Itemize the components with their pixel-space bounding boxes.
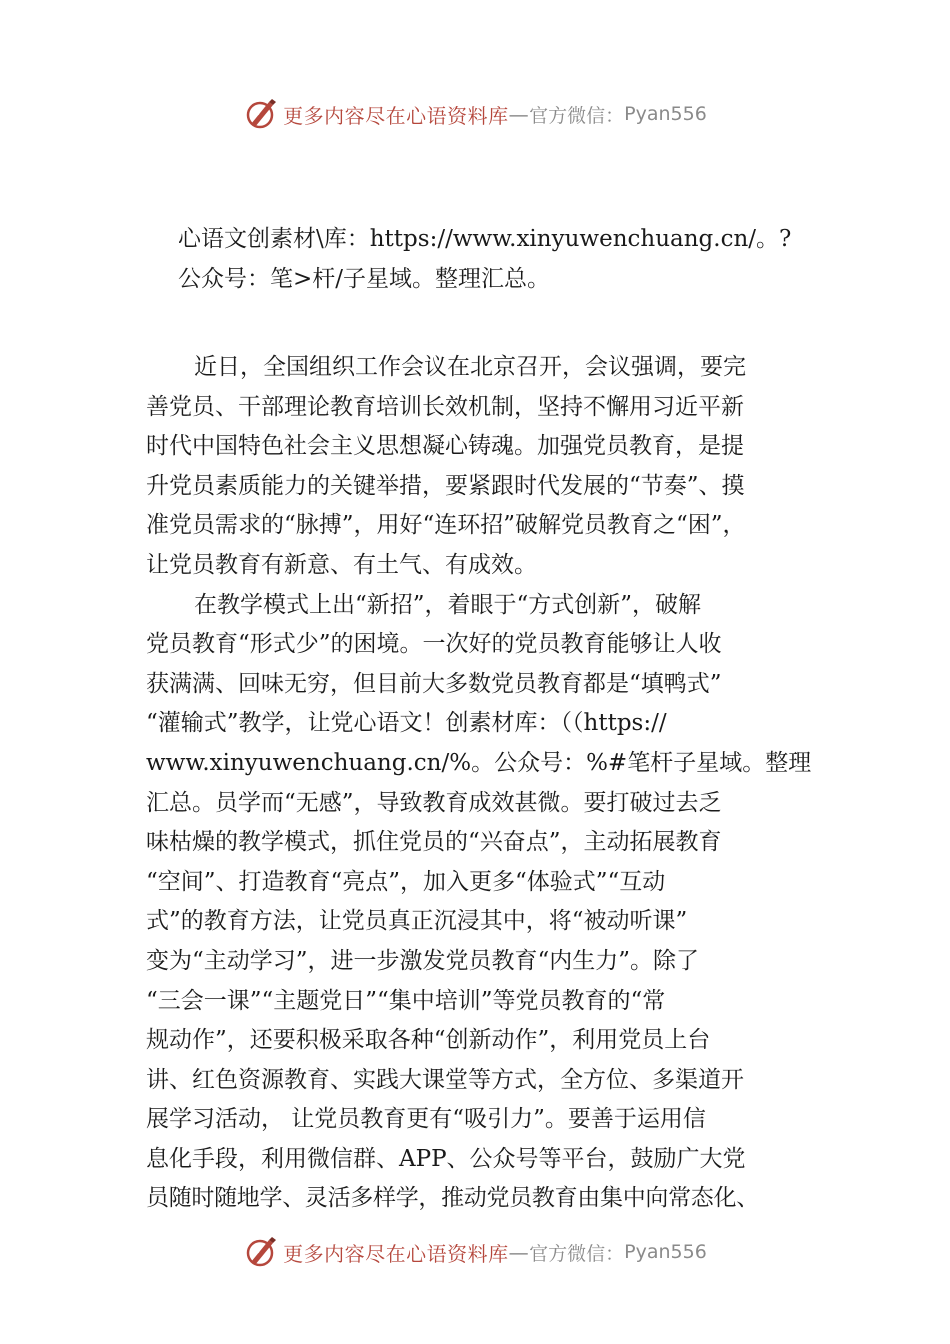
- banner-separator: —: [508, 102, 530, 126]
- paragraph-line: 息化手段，利用微信群、APP、公众号等平台，鼓励广大党: [146, 1145, 746, 1172]
- wechat-id: Pyan556: [624, 103, 707, 125]
- paragraph-line: 党员教育“形式少”的困境。一次好的党员教育能够让人收: [146, 631, 722, 658]
- source-line: 公众号：笔>杆/子星域。整理汇总。: [178, 265, 551, 292]
- paragraph-line: 规动作”，还要积极采取各种“创新动作”，利用党员上台: [146, 1027, 711, 1054]
- paragraph-line: 时代中国特色社会主义思想凝心铸魂。加强党员教育，是提: [146, 433, 744, 460]
- pen-logo-icon: [243, 1234, 279, 1270]
- paragraph-line: 展学习活动， 让党员教育更有“吸引力”。要善于运用信: [146, 1106, 706, 1133]
- header-banner: [0, 94, 950, 134]
- wechat-label: 官方微信：: [529, 104, 625, 127]
- paragraph-line: “空间”、打造教育“亮点”，加入更多“体验式”“互动: [146, 868, 666, 895]
- paragraph-line: “三会一课”“主题党日”“集中培训”等党员教育的“常: [146, 987, 666, 1014]
- paragraph-line: 获满满、回味无穷，但目前大多数党员教育都是“填鸭式”: [146, 670, 722, 697]
- wechat-id: Pyan556: [624, 1241, 707, 1263]
- pen-logo-icon: [243, 96, 279, 132]
- paragraph-line: 员随时随地学、灵活多样学，推动党员教育由集中向常态化、: [146, 1185, 759, 1212]
- paragraph-line: 近日，全国组织工作会议在北京召开，会议强调，要完: [194, 354, 746, 380]
- paragraph-line: www.xinyuwenchuang.cn/%。公众号：%#笔杆子星域。整理: [146, 749, 812, 776]
- paragraph-line: 讲、红色资源教育、实践大课堂等方式，全方位、多渠道开: [146, 1066, 744, 1093]
- source-note: [178, 220, 898, 299]
- paragraph-line: 准党员需求的“脉搏”，用好“连环招”破解党员教育之“困”，: [146, 512, 746, 539]
- banner-separator: —: [508, 1240, 530, 1264]
- paragraph-line: “灌输式”教学，让党心语文！创素材库：（（https://: [146, 710, 667, 737]
- wechat-label: 官方微信：: [529, 1242, 625, 1265]
- paragraph-line: 升党员素质能力的关键举措，要紧跟时代发展的“节奏”、摸: [146, 472, 745, 499]
- paragraph-line: 味枯燥的教学模式，抓住党员的“兴奋点”，主动拓展教育: [146, 829, 722, 856]
- article-body: [146, 348, 816, 1219]
- paragraph-line: 善党员、干部理论教育培训长效机制，坚持不懈用习近平新: [146, 393, 744, 420]
- paragraph-line: 在教学模式上出“新招”，着眼于“方式创新”，破解: [194, 591, 702, 618]
- paragraph-line: 让党员教育有新意、有土气、有成效。: [146, 551, 537, 578]
- source-line: 心语文创素材\库：https://www.xinyuwenchuang.cn/。?: [178, 226, 792, 252]
- paragraph-line: 式”的教育方法，让党员真正沉浸其中，将“被动听课”: [146, 908, 688, 935]
- banner-text: 更多内容尽在心语资料库: [283, 1241, 509, 1266]
- banner-text: 更多内容尽在心语资料库: [283, 103, 509, 128]
- paragraph-line: 汇总。员学而“无感”，导致教育成效甚微。要打破过去乏: [146, 789, 722, 816]
- footer-banner: [0, 1232, 950, 1272]
- paragraph-line: 变为“主动学习”，进一步激发党员教育“内生力”。除了: [146, 947, 700, 974]
